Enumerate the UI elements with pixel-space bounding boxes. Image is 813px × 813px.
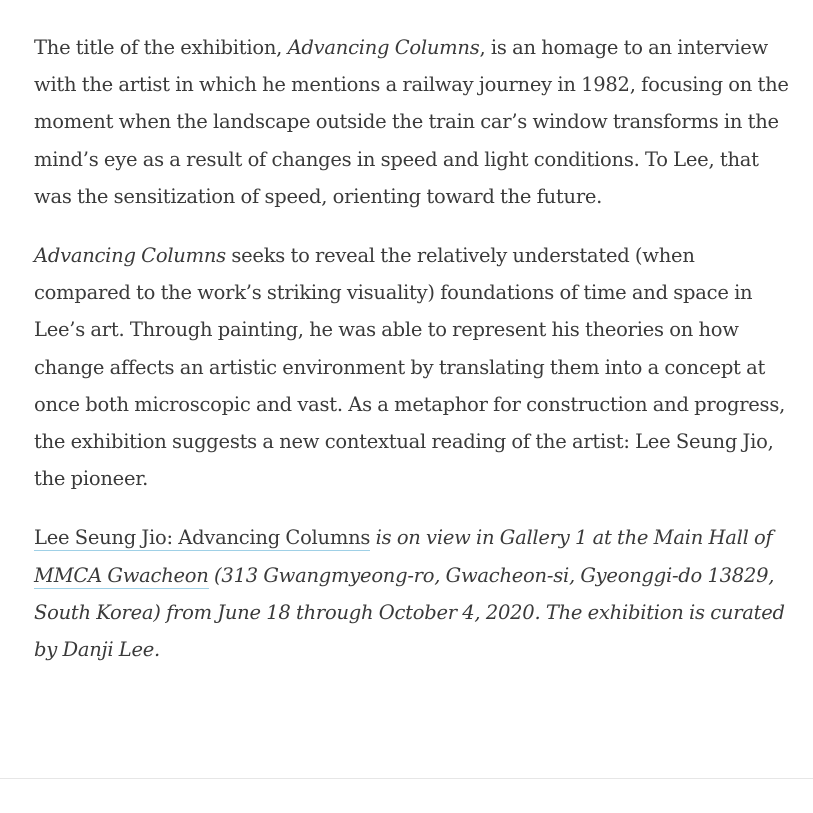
paragraph-exhibition-description bbox=[34, 237, 794, 497]
paragraph-text: , is an homage to an interview with the artist in which he mentions a railway journey in 1982, focusing on the moment when the landscape outside the train car’s window transforms in the mind’s eye as a result of changes in speed and light conditions. To Lee, that was the sensitization of speed, orienting toward the future. bbox=[34, 36, 789, 208]
paragraph-text: seeks to reveal the relatively understated (when compared to the work’s striking visuality) foundations of time and space in Lee’s art. Through painting, he was able to represent his theories on how change affects an artistic environment by translating them into a concept at once both microscopic and vast. As a metaphor for construction and progress, the exhibition suggests a new contextual reading of the artist: Lee Seung Jio, the pioneer. bbox=[34, 244, 786, 491]
paragraph-text: The title of the exhibition, bbox=[34, 36, 288, 59]
paragraph-text-italic: is on view in Gallery 1 at the Main Hall of bbox=[370, 526, 773, 550]
paragraph-exhibition-details bbox=[34, 519, 794, 668]
exhibition-title-italic: Advancing Columns bbox=[34, 244, 226, 268]
exhibition-title-italic: Advancing Columns bbox=[287, 36, 480, 59]
divider bbox=[0, 778, 813, 779]
article-body bbox=[34, 29, 794, 690]
venue-link[interactable]: MMCA Gwacheon bbox=[34, 563, 209, 587]
exhibition-link[interactable]: Lee Seung Jio: Advancing Columns bbox=[34, 526, 371, 550]
paragraph-exhibition-title bbox=[34, 29, 794, 215]
paragraph-text-italic: (313 Gwangmyeong-ro, Gwacheon-si, Gyeonggi-do 13829, South Korea) from June 18 through October 4, 2020. The exhibition is curated by Danji Lee. bbox=[34, 563, 785, 662]
